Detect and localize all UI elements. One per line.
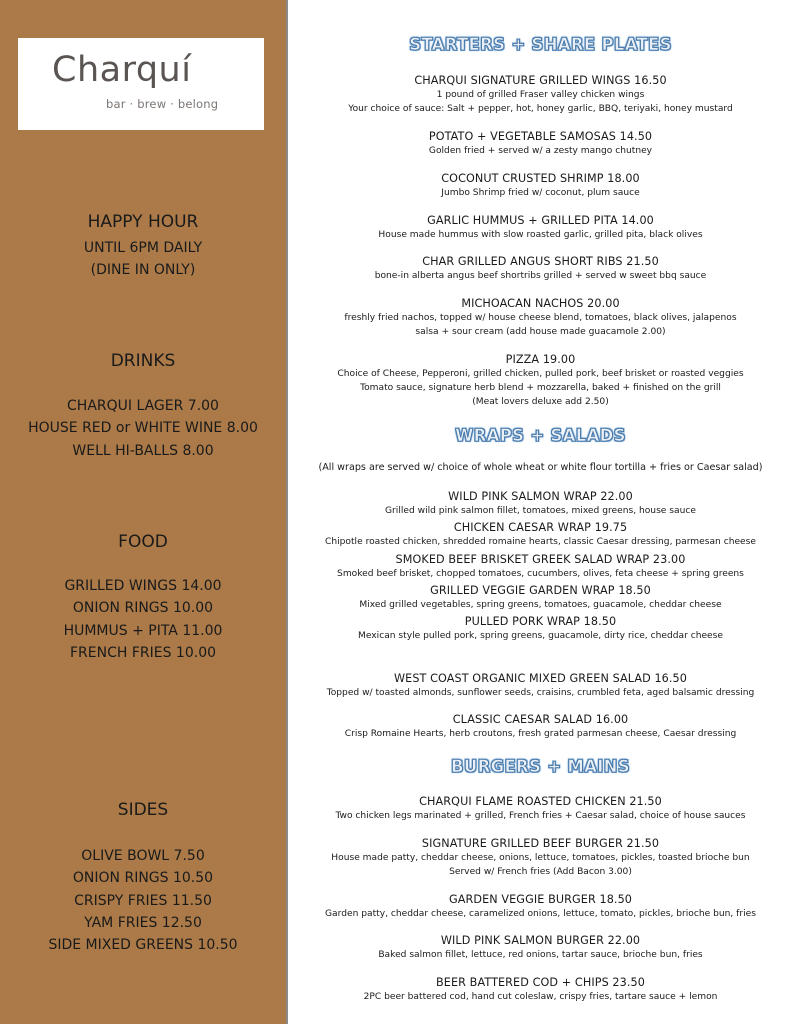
item-name: CHAR GRILLED ANGUS SHORT RIBS 21.50	[422, 255, 659, 268]
drink-item: HOUSE RED or WHITE WINE 8.00	[28, 420, 258, 437]
item-desc: Smoked beef brisket, chopped tomatoes, cucumbers, olives, feta cheese + spring greens	[337, 569, 744, 579]
item-name: PIZZA 19.00	[505, 353, 576, 366]
happy-hour-block	[0, 211, 286, 281]
menu-item	[290, 73, 791, 116]
side-item: YAM FRIES 12.50	[84, 914, 202, 931]
food-heading-block	[0, 531, 286, 553]
food-item: GRILLED WINGS 14.00	[64, 578, 222, 594]
item-name: COCONUT CRUSTED SHRIMP 18.00	[441, 172, 640, 185]
item-name: CLASSIC CAESAR SALAD 16.00	[452, 713, 629, 726]
item-desc: Mexican style pulled pork, spring greens, guacamole, dirty rice, cheddar cheese	[358, 631, 723, 641]
item-desc: Crisp Romaine Hearts, herb croutons, fresh grated parmesan cheese, Caesar dressing	[344, 729, 737, 739]
side-item: ONION RINGS 10.50	[72, 870, 214, 887]
item-desc: Mixed grilled vegetables, spring greens, tomatoes, guacamole, cheddar cheese	[359, 600, 722, 610]
food-item: ONION RINGS 10.00	[72, 600, 214, 617]
item-desc: (Meat lovers deluxe add 2.50)	[472, 397, 609, 407]
item-desc: Chipotle roasted chicken, shredded romaine hearts, classic Caesar dressing, parmesan cheese	[325, 537, 756, 547]
item-name: MICHOACAN NACHOS 20.00	[461, 297, 620, 310]
section-title-wraps: WRAPS + SALADS	[455, 426, 626, 445]
item-desc: 1 pound of grilled Fraser valley chicken wings	[436, 90, 645, 100]
item-desc: freshly fried nachos, topped w/ house cheese blend, tomatoes, black olives, jalapenos	[344, 313, 737, 323]
item-name: POTATO + VEGETABLE SAMOSAS 14.50	[428, 130, 653, 143]
item-desc: Choice of Cheese, Pepperoni, grilled chicken, pulled pork, beef brisket or roasted veggies	[337, 369, 744, 379]
drink-item: WELL HI-BALLS 8.00	[72, 442, 214, 459]
happy-hour-line: UNTIL 6PM DAILY	[83, 240, 203, 256]
food-item: HUMMUS + PITA 11.00	[63, 622, 223, 639]
item-name: PULLED PORK WRAP 18.50	[464, 615, 617, 628]
menu-item	[290, 171, 791, 200]
item-desc: House made patty, cheddar cheese, onions, lettuce, tomatoes, pickles, toasted brioche bun	[331, 853, 750, 863]
item-name: WILD PINK SALMON WRAP 22.00	[448, 490, 633, 503]
menu-item	[290, 552, 791, 581]
item-desc: House made hummus with slow roasted garlic, grilled pita, black olives	[378, 230, 703, 240]
item-name: WEST COAST ORGANIC MIXED GREEN SALAD 16.50	[394, 672, 687, 685]
drinks-list	[0, 395, 286, 462]
sidebar	[0, 0, 288, 1024]
item-name: CHICKEN CAESAR WRAP 19.75	[453, 521, 628, 534]
food-list	[0, 575, 286, 664]
side-item: OLIVE BOWL 7.50	[81, 848, 205, 864]
item-desc: Your choice of sauce: Salt + pepper, hot, honey garlic, BBQ, teriyaki, honey mustard	[348, 104, 733, 114]
menu-item	[290, 836, 791, 879]
menu-main	[290, 0, 791, 1024]
wraps-note: (All wraps are served w/ choice of whole wheat or white flour tortilla + fries or Caesar salad)	[318, 462, 763, 473]
menu-item	[290, 614, 791, 643]
menu-item	[290, 296, 791, 339]
drink-item: CHARQUI LAGER 7.00	[67, 398, 219, 414]
menu-item	[290, 254, 791, 283]
item-desc: Jumbo Shrimp fried w/ coconut, plum sauce	[441, 188, 640, 198]
menu-item	[290, 489, 791, 518]
food-item: FRENCH FRIES 10.00	[69, 644, 217, 661]
item-desc: 2PC beer battered cod, hand cut coleslaw, crispy fries, tartare sauce + lemon	[363, 992, 718, 1002]
side-item: CRISPY FRIES 11.50	[74, 892, 212, 909]
item-desc: Topped w/ toasted almonds, sunflower seeds, craisins, crumbled feta, aged balsamic dressing	[326, 688, 755, 698]
item-name: GARLIC HUMMUS + GRILLED PITA 14.00	[427, 214, 654, 227]
item-desc: Garden patty, cheddar cheese, caramelized onions, lettuce, tomato, pickles, brioche bun, fries	[325, 909, 756, 919]
menu-item	[290, 892, 791, 921]
logo	[18, 38, 264, 130]
sides-title: SIDES	[117, 800, 169, 820]
drinks-title: DRINKS	[110, 351, 176, 371]
section-title-starters: STARTERS + SHARE PLATES	[409, 35, 672, 54]
logo-wordmark: Charquí	[52, 50, 192, 90]
menu-item	[290, 712, 791, 741]
item-desc: Golden fried + served w/ a zesty mango chutney	[428, 146, 653, 156]
item-desc: Tomato sauce, signature herb blend + mozzarella, baked + finished on the grill	[360, 383, 721, 393]
sides-list	[0, 845, 286, 956]
item-desc: Two chicken legs marinated + grilled, French fries + Caesar salad, choice of house sauces	[335, 811, 746, 821]
item-name: GRILLED VEGGIE GARDEN WRAP 18.50	[430, 584, 651, 597]
menu-item	[290, 352, 791, 409]
menu-item	[290, 583, 791, 612]
menu-item	[290, 933, 791, 962]
menu-item	[290, 520, 791, 549]
item-name: CHARQUI SIGNATURE GRILLED WINGS 16.50	[414, 74, 667, 87]
item-name: SIGNATURE GRILLED BEEF BURGER 21.50	[421, 837, 660, 850]
logo-tagline: bar · brew · belong	[106, 97, 219, 111]
item-desc: Served w/ French fries (Add Bacon 3.00)	[449, 867, 632, 877]
side-item: SIDE MIXED GREENS 10.50	[48, 937, 238, 954]
item-name: CHARQUI FLAME ROASTED CHICKEN 21.50	[419, 795, 662, 808]
sides-heading-block	[0, 799, 286, 821]
drinks-heading-block	[0, 350, 286, 372]
menu-item	[290, 975, 791, 1004]
item-desc: salsa + sour cream (add house made guacamole 2.00)	[415, 327, 666, 337]
item-desc: bone-in alberta angus beef shortribs grilled + served w sweet bbq sauce	[374, 271, 707, 281]
section-title-burgers: BURGERS + MAINS	[451, 757, 630, 776]
item-name: BEER BATTERED COD + CHIPS 23.50	[436, 976, 645, 989]
menu-item	[290, 213, 791, 242]
menu-item	[290, 129, 791, 158]
item-name: SMOKED BEEF BRISKET GREEK SALAD WRAP 23.00	[395, 553, 686, 566]
happy-hour-title: HAPPY HOUR	[87, 212, 199, 232]
menu-item	[290, 794, 791, 823]
item-desc: Baked salmon fillet, lettuce, red onions, tartar sauce, brioche bun, fries	[378, 950, 703, 960]
item-desc: Grilled wild pink salmon fillet, tomatoes, mixed greens, house sauce	[385, 506, 696, 516]
item-name: GARDEN VEGGIE BURGER 18.50	[448, 893, 633, 906]
menu-item	[290, 671, 791, 700]
happy-hour-line: (DINE IN ONLY)	[90, 262, 196, 278]
item-name: WILD PINK SALMON BURGER 22.00	[440, 934, 641, 947]
food-title: FOOD	[118, 532, 168, 552]
